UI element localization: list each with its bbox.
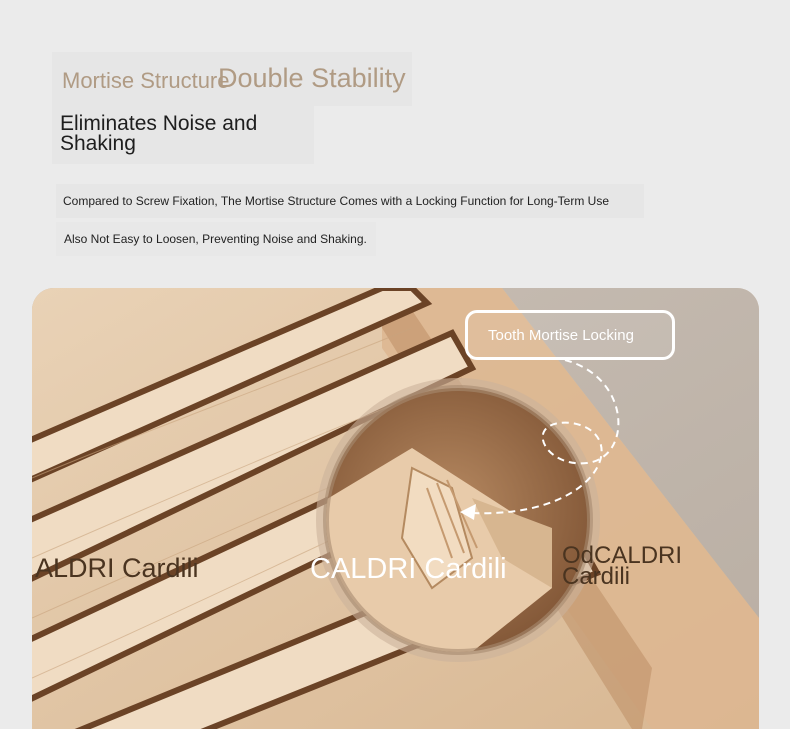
watermark-center: CALDRI Cardili bbox=[310, 553, 507, 585]
watermark-left: ALDRI Cardili bbox=[35, 553, 199, 583]
title-mortise-structure: Mortise Structure bbox=[62, 68, 230, 93]
watermark-right: OdCALDRI Cardili bbox=[562, 542, 683, 590]
description-line-1: Compared to Screw Fixation, The Mortise Structure Comes with a Locking Function for Long-Term Use bbox=[63, 194, 609, 208]
title-double-stability: Double Stability bbox=[218, 63, 406, 93]
callout-tooth-mortise bbox=[465, 310, 675, 360]
subtitle: Eliminates Noise and Shaking bbox=[60, 112, 258, 155]
description-line-2: Also Not Easy to Loosen, Preventing Noise and Shaking. bbox=[64, 232, 367, 246]
callout-label: Tooth Mortise Locking bbox=[488, 327, 634, 344]
